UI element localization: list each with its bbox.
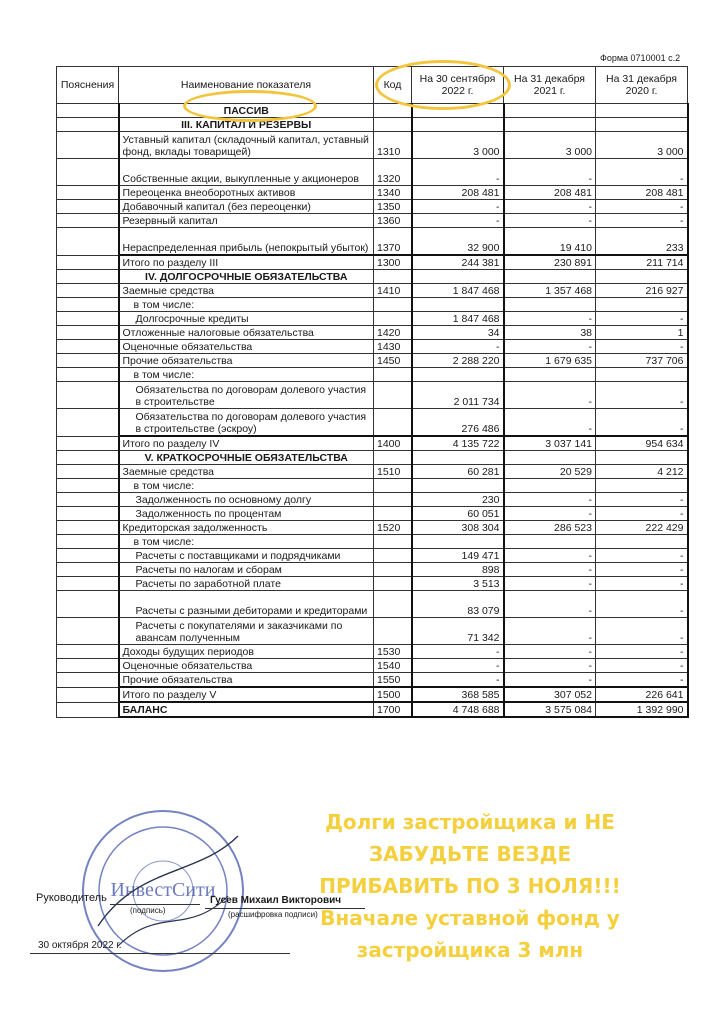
indicator-name: Итого по разделу III	[119, 255, 374, 270]
indicator-name: в том числе:	[119, 368, 374, 382]
indicator-name: Расчеты с поставщиками и подрядчиками	[119, 549, 374, 563]
indicator-name: ПАССИВ	[119, 104, 374, 118]
value-2021	[504, 270, 596, 284]
indicator-name: Заемные средства	[119, 465, 374, 479]
indicator-name: Нераспределенная прибыль (непокрытый убыток)	[119, 228, 374, 256]
table-row	[57, 159, 688, 186]
value-2021: -	[504, 340, 596, 354]
value-2020: 4 212	[596, 465, 688, 479]
value-2021: -	[504, 159, 596, 186]
line-code	[374, 312, 412, 326]
value-2022: 244 381	[412, 255, 504, 270]
value-2021	[504, 298, 596, 312]
indicator-name: Доходы будущих периодов	[119, 645, 374, 659]
table-row	[57, 465, 688, 479]
overlay-annotation	[270, 806, 670, 966]
value-2021	[504, 479, 596, 493]
line-code	[374, 451, 412, 465]
value-2022: 71 342	[412, 618, 504, 645]
table-row	[57, 104, 688, 118]
table-row	[57, 687, 688, 702]
table-row	[57, 409, 688, 437]
indicator-name: Прочие обязательства	[119, 354, 374, 368]
table-row	[57, 382, 688, 409]
line-code	[374, 270, 412, 284]
overlay-line-3: ПРИБАВИТЬ ПО 3 НОЛЯ!!!	[319, 874, 621, 898]
value-2021: -	[504, 645, 596, 659]
notes-cell	[57, 451, 119, 465]
highlight-ellipse-code-date	[375, 60, 511, 110]
table-row	[57, 270, 688, 284]
value-2021: -	[504, 673, 596, 688]
table-row	[57, 702, 688, 717]
value-2020: 208 481	[596, 186, 688, 200]
highlight-ellipse-passiv	[183, 90, 317, 122]
indicator-name: Расчеты с покупателями и заказчиками по авансам полученным	[119, 618, 374, 645]
indicator-name: V. КРАТКОСРОЧНЫЕ ОБЯЗАТЕЛЬСТВА	[119, 451, 374, 465]
value-2021: -	[504, 493, 596, 507]
name-caption: (расшифровка подписи)	[228, 910, 318, 919]
line-code	[374, 493, 412, 507]
value-2022: 4 135 722	[412, 436, 504, 451]
line-code: 1350	[374, 200, 412, 214]
value-2022: 1 847 468	[412, 312, 504, 326]
value-2021: 3 037 141	[504, 436, 596, 451]
table-row	[57, 298, 688, 312]
table-row	[57, 312, 688, 326]
header-notes: Пояснения	[57, 67, 119, 104]
value-2021: -	[504, 549, 596, 563]
line-code	[374, 409, 412, 437]
notes-cell	[57, 255, 119, 270]
value-2022: 308 304	[412, 521, 504, 535]
value-2021	[504, 104, 596, 118]
notes-cell	[57, 436, 119, 451]
value-2021: 3 575 084	[504, 702, 596, 717]
line-code: 1540	[374, 659, 412, 673]
value-2022	[412, 270, 504, 284]
value-2021: -	[504, 312, 596, 326]
table-row	[57, 354, 688, 368]
signatory-name: Гусев Михаил Викторович	[210, 895, 342, 906]
indicator-name: Переоценка внеоборотных активов	[119, 186, 374, 200]
value-2022: 230	[412, 493, 504, 507]
notes-cell	[57, 521, 119, 535]
indicator-name: Оценочные обязательства	[119, 659, 374, 673]
indicator-name: Уставный капитал (складочный капитал, уставный фонд, вклады товарищей)	[119, 132, 374, 159]
value-2020: 3 000	[596, 132, 688, 159]
line-code: 1360	[374, 214, 412, 228]
value-2022: 1 847 468	[412, 284, 504, 298]
table-header-row	[57, 67, 688, 104]
signature-caption: (подпись)	[130, 906, 166, 915]
line-code: 1430	[374, 340, 412, 354]
notes-cell	[57, 312, 119, 326]
table-row	[57, 186, 688, 200]
value-2022: 60 051	[412, 507, 504, 521]
indicator-name: в том числе:	[119, 298, 374, 312]
value-2022: 60 281	[412, 465, 504, 479]
line-code	[374, 577, 412, 591]
notes-cell	[57, 214, 119, 228]
value-2020: 1 392 990	[596, 702, 688, 717]
value-2021: 286 523	[504, 521, 596, 535]
notes-cell	[57, 687, 119, 702]
table-row	[57, 507, 688, 521]
value-2020: -	[596, 409, 688, 437]
value-2020: -	[596, 659, 688, 673]
notes-cell	[57, 645, 119, 659]
value-2022: 83 079	[412, 591, 504, 618]
value-2022: 3 000	[412, 132, 504, 159]
value-2020: 226 641	[596, 687, 688, 702]
value-2022: 2 288 220	[412, 354, 504, 368]
indicator-name: Итого по разделу IV	[119, 436, 374, 451]
value-2022: 32 900	[412, 228, 504, 256]
value-2022: 4 748 688	[412, 702, 504, 717]
name-line	[205, 908, 365, 909]
value-2022: 368 585	[412, 687, 504, 702]
line-code	[374, 591, 412, 618]
table-row	[57, 132, 688, 159]
indicator-name: Расчеты по налогам и сборам	[119, 563, 374, 577]
value-2020: -	[596, 563, 688, 577]
value-2020: -	[596, 507, 688, 521]
signature-line	[110, 904, 200, 905]
indicator-name: Обязательства по договорам долевого участия в строительстве (эскроу)	[119, 409, 374, 437]
notes-cell	[57, 479, 119, 493]
value-2020: -	[596, 159, 688, 186]
table-row	[57, 200, 688, 214]
table-row	[57, 673, 688, 688]
line-code	[374, 118, 412, 132]
line-code: 1550	[374, 673, 412, 688]
value-2021: 208 481	[504, 186, 596, 200]
indicator-name: IV. ДОЛГОСРОЧНЫЕ ОБЯЗАТЕЛЬСТВА	[119, 270, 374, 284]
value-2020	[596, 368, 688, 382]
value-2022: -	[412, 159, 504, 186]
header-period-2020: На 31 декабря 2020 г.	[596, 67, 688, 104]
line-code: 1500	[374, 687, 412, 702]
value-2021	[504, 118, 596, 132]
value-2022: -	[412, 340, 504, 354]
table-row	[57, 340, 688, 354]
indicator-name: Добавочный капитал (без переоценки)	[119, 200, 374, 214]
indicator-name: III. КАПИТАЛ И РЕЗЕРВЫ	[119, 118, 374, 132]
line-code: 1300	[374, 255, 412, 270]
value-2021: 307 052	[504, 687, 596, 702]
line-code: 1450	[374, 354, 412, 368]
notes-cell	[57, 507, 119, 521]
indicator-name: Заемные средства	[119, 284, 374, 298]
value-2020: -	[596, 493, 688, 507]
value-2021: -	[504, 618, 596, 645]
indicator-name: Задолженность по процентам	[119, 507, 374, 521]
notes-cell	[57, 577, 119, 591]
value-2020: 1	[596, 326, 688, 340]
table-row	[57, 521, 688, 535]
value-2021: -	[504, 409, 596, 437]
line-code: 1510	[374, 465, 412, 479]
value-2020	[596, 298, 688, 312]
value-2020	[596, 104, 688, 118]
value-2020: -	[596, 673, 688, 688]
line-code	[374, 479, 412, 493]
notes-cell	[57, 368, 119, 382]
notes-cell	[57, 591, 119, 618]
value-2020: -	[596, 549, 688, 563]
value-2022: 276 486	[412, 409, 504, 437]
table-row	[57, 618, 688, 645]
line-code: 1410	[374, 284, 412, 298]
value-2021: -	[504, 659, 596, 673]
header-period-2022: На 30 сентября 2022 г.	[412, 67, 504, 104]
value-2020	[596, 479, 688, 493]
value-2022: -	[412, 645, 504, 659]
date-line	[30, 953, 290, 954]
indicator-name: БАЛАНС	[119, 702, 374, 717]
header-name: Наименование показателя	[119, 67, 374, 104]
line-code	[374, 382, 412, 409]
notes-cell	[57, 354, 119, 368]
value-2020: -	[596, 340, 688, 354]
indicator-name: Собственные акции, выкупленные у акционеров	[119, 159, 374, 186]
indicator-name: Оценочные обязательства	[119, 340, 374, 354]
notes-cell	[57, 228, 119, 256]
table-row	[57, 368, 688, 382]
balance-sheet	[56, 66, 688, 718]
value-2020: -	[596, 214, 688, 228]
indicator-name: в том числе:	[119, 479, 374, 493]
value-2021: -	[504, 577, 596, 591]
value-2021: -	[504, 200, 596, 214]
notes-cell	[57, 298, 119, 312]
notes-cell	[57, 659, 119, 673]
line-code	[374, 563, 412, 577]
notes-cell	[57, 465, 119, 479]
value-2020: 954 634	[596, 436, 688, 451]
value-2020: -	[596, 382, 688, 409]
value-2022: 898	[412, 563, 504, 577]
indicator-name: Расчеты по заработной плате	[119, 577, 374, 591]
value-2021: -	[504, 507, 596, 521]
value-2021: 19 410	[504, 228, 596, 256]
value-2022	[412, 451, 504, 465]
value-2020: -	[596, 645, 688, 659]
indicator-name: Итого по разделу V	[119, 687, 374, 702]
line-code: 1340	[374, 186, 412, 200]
value-2020	[596, 535, 688, 549]
form-label: Форма 0710001 с.2	[600, 53, 681, 63]
notes-cell	[57, 673, 119, 688]
value-2020: 233	[596, 228, 688, 256]
indicator-name: Кредиторская задолженность	[119, 521, 374, 535]
value-2021: 230 891	[504, 255, 596, 270]
table-row	[57, 255, 688, 270]
table-row	[57, 563, 688, 577]
table-row	[57, 284, 688, 298]
line-code	[374, 618, 412, 645]
value-2021	[504, 368, 596, 382]
table-row	[57, 535, 688, 549]
line-code: 1700	[374, 702, 412, 717]
table-body	[57, 104, 688, 718]
notes-cell	[57, 104, 119, 118]
indicator-name: Отложенные налоговые обязательства	[119, 326, 374, 340]
indicator-name: Резервный капитал	[119, 214, 374, 228]
overlay-line-4: Вначале уставной фонд у	[320, 906, 620, 930]
balance-table	[56, 66, 689, 718]
overlay-line-1: Долги застройщика и НЕ	[325, 810, 615, 834]
value-2020	[596, 451, 688, 465]
value-2022: -	[412, 659, 504, 673]
value-2020: 222 429	[596, 521, 688, 535]
overlay-line-2: ЗАБУДЬТЕ ВЕЗДЕ	[368, 842, 572, 866]
value-2020: 737 706	[596, 354, 688, 368]
line-code: 1320	[374, 159, 412, 186]
header-code: Код	[374, 67, 412, 104]
value-2020: -	[596, 200, 688, 214]
signature-date: 30 октября 2022 г.	[38, 940, 122, 951]
notes-cell	[57, 493, 119, 507]
value-2020: 211 714	[596, 255, 688, 270]
notes-cell	[57, 270, 119, 284]
value-2022: 208 481	[412, 186, 504, 200]
value-2020: -	[596, 577, 688, 591]
notes-cell	[57, 618, 119, 645]
value-2021: -	[504, 382, 596, 409]
table-row	[57, 214, 688, 228]
value-2021	[504, 535, 596, 549]
value-2021: -	[504, 591, 596, 618]
line-code: 1420	[374, 326, 412, 340]
value-2022: -	[412, 673, 504, 688]
value-2022	[412, 298, 504, 312]
value-2022: 3 513	[412, 577, 504, 591]
notes-cell	[57, 118, 119, 132]
value-2022	[412, 368, 504, 382]
line-code: 1520	[374, 521, 412, 535]
value-2021: -	[504, 214, 596, 228]
value-2022: 149 471	[412, 549, 504, 563]
value-2022: 34	[412, 326, 504, 340]
line-code: 1530	[374, 645, 412, 659]
notes-cell	[57, 409, 119, 437]
value-2021: 38	[504, 326, 596, 340]
value-2021: 1 679 635	[504, 354, 596, 368]
value-2021: 20 529	[504, 465, 596, 479]
line-code: 1370	[374, 228, 412, 256]
indicator-name: Прочие обязательства	[119, 673, 374, 688]
value-2022	[412, 479, 504, 493]
value-2020	[596, 270, 688, 284]
value-2022	[412, 118, 504, 132]
table-row	[57, 228, 688, 256]
line-code: 1400	[374, 436, 412, 451]
head-label: Руководитель	[36, 892, 107, 904]
table-row	[57, 326, 688, 340]
table-row	[57, 577, 688, 591]
value-2022: -	[412, 200, 504, 214]
value-2020: -	[596, 618, 688, 645]
notes-cell	[57, 549, 119, 563]
indicator-name: Обязательства по договорам долевого участия в строительстве	[119, 382, 374, 409]
value-2022: 2 011 734	[412, 382, 504, 409]
indicator-name: в том числе:	[119, 535, 374, 549]
table-row	[57, 118, 688, 132]
indicator-name: Задолженность по основному долгу	[119, 493, 374, 507]
notes-cell	[57, 563, 119, 577]
value-2022	[412, 535, 504, 549]
notes-cell	[57, 186, 119, 200]
line-code	[374, 368, 412, 382]
line-code	[374, 549, 412, 563]
indicator-name: Расчеты с разными дебиторами и кредиторами	[119, 591, 374, 618]
table-row	[57, 451, 688, 465]
notes-cell	[57, 340, 119, 354]
table-row	[57, 493, 688, 507]
notes-cell	[57, 200, 119, 214]
value-2021: -	[504, 563, 596, 577]
notes-cell	[57, 284, 119, 298]
value-2020: 216 927	[596, 284, 688, 298]
value-2021	[504, 451, 596, 465]
line-code	[374, 507, 412, 521]
value-2020	[596, 118, 688, 132]
notes-cell	[57, 326, 119, 340]
table-row	[57, 436, 688, 451]
stamp-text: ИнвестСити	[110, 879, 216, 901]
notes-cell	[57, 132, 119, 159]
table-row	[57, 479, 688, 493]
table-row	[57, 549, 688, 563]
line-code	[374, 535, 412, 549]
overlay-line-5: застройщика 3 млн	[356, 938, 584, 962]
notes-cell	[57, 702, 119, 717]
table-row	[57, 645, 688, 659]
table-row	[57, 591, 688, 618]
line-code	[374, 298, 412, 312]
value-2021: 3 000	[504, 132, 596, 159]
line-code: 1310	[374, 132, 412, 159]
value-2021: 1 357 468	[504, 284, 596, 298]
notes-cell	[57, 535, 119, 549]
header-period-2021: На 31 декабря 2021 г.	[504, 67, 596, 104]
notes-cell	[57, 382, 119, 409]
value-2020: -	[596, 591, 688, 618]
notes-cell	[57, 159, 119, 186]
indicator-name: Долгосрочные кредиты	[119, 312, 374, 326]
value-2022: -	[412, 214, 504, 228]
value-2020: -	[596, 312, 688, 326]
table-row	[57, 659, 688, 673]
